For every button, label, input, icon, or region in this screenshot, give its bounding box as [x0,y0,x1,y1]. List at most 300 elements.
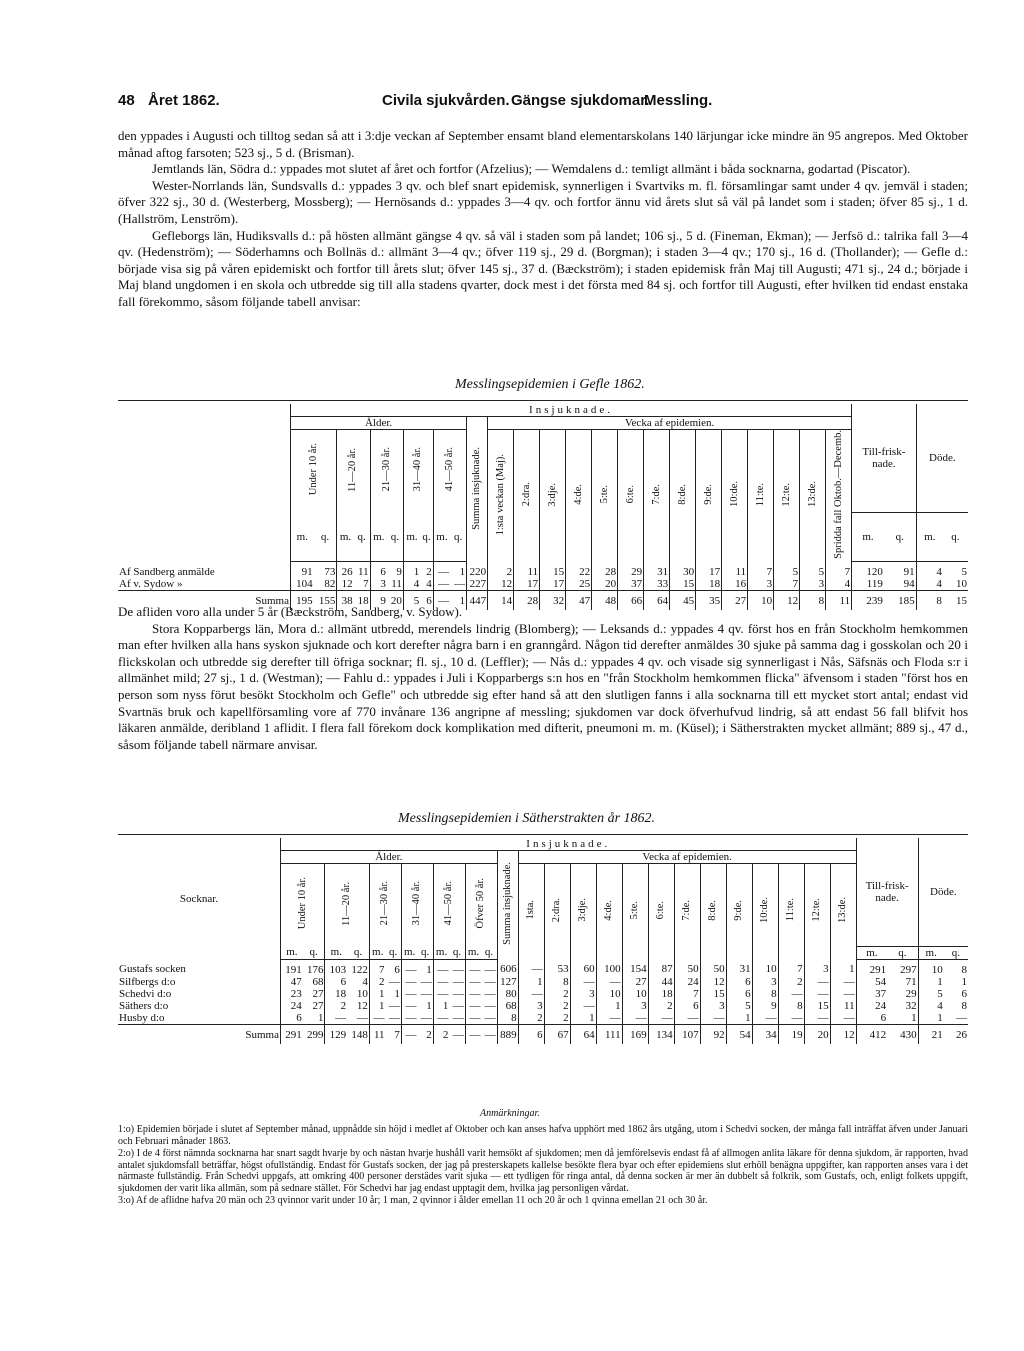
week-header: Vecka af epidemien. [488,417,852,430]
table-cell: 3 [370,578,387,591]
table1-gefle [118,404,968,610]
table-cell: 35 [696,591,722,611]
age-column-label: 11—20 år. [341,881,353,926]
table-cell: — [325,1012,347,1025]
table-cell: 14 [488,591,514,611]
table-cell: — [401,959,417,976]
table-cell: 20 [592,578,618,591]
table-cell: 7 [386,1024,402,1044]
week-column-label: 13:de. [837,897,849,923]
table-cell: 148 [347,1024,369,1044]
table-cell: 297 [900,963,917,976]
table-cell: 104 [291,578,314,591]
week-column-label: 5:te. [629,900,641,920]
age-column-header [465,864,497,947]
table-cell: 11 [358,566,369,579]
table-cell: 1 [830,959,856,976]
table-row [118,578,968,591]
table2-top-rule [118,834,968,835]
age-column-label: 11—20 år. [347,447,359,492]
table-header-row [118,838,968,851]
table-cell: 25 [566,578,592,591]
table-cell: — [420,1011,432,1024]
table-cell: 80 [497,988,518,1000]
week-column-label: 4:de. [603,899,615,921]
sex-label: m. [916,512,943,562]
week-column-header [518,864,544,960]
week-column-header [540,430,566,562]
table-cell: — [465,1000,481,1012]
age-header: Ålder. [291,417,467,430]
table-cell: 9 [752,1000,778,1012]
sum-column-label: Summa insjuknade. [471,446,483,530]
table-cell: 67 [544,1024,570,1044]
week-column-header [804,864,830,960]
table-cell: 1 [369,988,385,1000]
week-column-header [570,864,596,960]
table-cell: 18 [354,591,370,611]
row-label: Summa [118,1024,281,1044]
table-cell: 6 [961,987,967,1000]
table-cell: 8 [961,999,967,1012]
table-cell: 5 [800,562,826,579]
week-column-label: 12:te. [811,898,823,922]
table-cell: 2 [544,988,570,1000]
table-cell: 220 [467,562,488,579]
table-cell: 20 [804,1024,830,1044]
note: 3:o) Af de aflidne hafva 20 män och 23 qvinnor varit under 10 år; 1 man, 2 qvinnor i ålder emellan 11 och 20 år och 1 qvinna emellan 21 och 30 år. [118,1195,708,1206]
table-cell: 64 [570,1024,596,1044]
table-cell: — [465,988,481,1000]
dead-header: Döde. [918,838,968,946]
notes [118,1124,968,1208]
week-column-header [800,430,826,562]
table-cell: 6 [856,1012,887,1025]
table-cell: — [420,987,432,1000]
table-cell: 91 [291,562,314,579]
table-cell: 31 [726,959,752,976]
age-column-label: 31—40 år. [411,881,423,926]
table-cell: — [433,1012,449,1025]
table-cell: 1 [394,987,400,1000]
middle-text [118,604,968,753]
table-cell: 103 [325,959,347,976]
recovered-header: Till-frisk-nade. [856,838,918,946]
table-cell: — [452,1011,464,1024]
table-cell: 11 [514,562,540,579]
table-cell: 227 [467,578,488,591]
table-cell: 3 [700,1000,726,1012]
week-column-header [748,430,774,562]
table-cell: — [484,975,496,988]
table-cell: 92 [700,1024,726,1044]
table-cell: 4 [826,578,852,591]
table-cell: 50 [700,959,726,976]
table-cell: — [648,1012,674,1025]
table-cell: 15 [670,578,696,591]
table-cell: 1 [317,1011,324,1024]
table-cell: 37 [618,578,644,591]
table-cell: 44 [648,976,674,988]
table-cell: 17 [696,562,722,579]
table-cell: 17 [540,578,566,591]
sex-label: m. [281,946,303,959]
table-cell: 291 [281,1024,303,1044]
table-cell: 12 [356,999,368,1012]
week-column-header [622,864,648,960]
table-cell: 12 [830,1024,856,1044]
table1-top-rule [118,400,968,401]
week-column-header [566,430,592,562]
note: 2:o) I de 4 först nämnda socknarna har snart sagdt hvarje by och nästan hvarje hushåll varit hemsökt af sjukdomen; men då jemförelsevis endast få af allmogen anlita läkare för denna sjukdom, är rapporten, hvad antalet sjukdomsfall beträffar, högst ofullständig. Endast för Gustafs socken, der jag på presterskapets kallelse besökte flera byar och efter epidemiens slut erhöll benägna uppgifter, kan rapporten anses vara i det närmaste fullständig. Från Schedvi uppgafs, att omkring 400 personer derstädes varit sjuka — ett tydligen för ringa antal, då denna socken är mer än dubbelt så folkrik, som Gustafs, och, enligt folkets uppgift, sjukdomen der varit lika allmän, som på sednare stället. För Schedvi har jag endast upptagit dem, hvilka jag personligen vårdat. [118,1148,968,1194]
table-cell: 6 [281,1012,303,1025]
week-column-label: 7:de. [650,484,662,505]
age-column-label: 41—50 år. [443,447,455,492]
table-cell: 10 [752,959,778,976]
table-cell: 107 [674,1024,700,1044]
table-cell: 6 [674,1000,700,1012]
table-cell: 1 [426,963,432,976]
table-cell: 66 [618,591,644,611]
table-cell: 12 [774,591,800,611]
table-cell: 45 [670,591,696,611]
table-cell: 8 [778,1000,804,1012]
table-cell: 60 [570,959,596,976]
table-cell: 169 [622,1024,648,1044]
table-cell: — [830,976,856,988]
table-cell: — [830,1012,856,1025]
table-cell: 299 [303,1024,325,1044]
table-cell: 8 [544,976,570,988]
table-cell: 15 [700,988,726,1000]
table-cell: 15 [540,562,566,579]
table-cell: 889 [497,1024,518,1044]
table-cell: 37 [856,988,887,1000]
week-column-header [696,430,722,562]
sex-label: q. [944,946,968,959]
table-cell: 6 [726,988,752,1000]
table-cell: 30 [670,562,696,579]
table-cell: 11 [830,1000,856,1012]
table-cell: — [388,999,400,1012]
table2-caption: Messlingsepidemien i Sätherstrakten år 1862. [398,811,656,826]
table-cell: 18 [696,578,722,591]
table-cell: — [388,1011,400,1024]
sex-label: m. [369,946,385,959]
table-cell: 606 [497,959,518,976]
week-column-label: 11:te. [754,482,766,507]
table-cell: — [778,988,804,1000]
table-cell: 7 [748,562,774,579]
table-cell: 20 [387,591,403,611]
table-cell: — [401,976,417,988]
table-cell: 9 [370,591,387,611]
paragraph: Gefleborgs län, Hudiksvalls d.: på hösten allmänt gängse 4 qv. så väl i staden som på landet; 106 sj., 5 d. (Fineman, Ekman); — Jerfsö d.: talrika fall 3—4 qv. (Hedenström); — Söderhamns och Bollnäs d.: allmänt 3—4 qv.; öfver 119 sj., 29 d. (Borgman); i staden 3—4 qv.; 170 sj., 16 d. (Thollander); — Gefle d.: började visa sig på våren epidemiskt och fortfor till årets slut; öfver 145 sj., 37 d. (Bæckström); i staden epidemisk från Maj till Augusti; 471 sj., 24 d.; började i Maj bland ungdomen i en skola och utbredde sig till alla stadens qvarter, dock mest i det första med 84 sj. och fortfor till Augusti, efter hvilken tid endast enstaka fall förekommo, såsom följande tabell anvisar: [118,227,968,309]
paragraph: Jemtlands län, Södra d.: yppades mot slutet af året och fortfor (Afzelius); — Wemdalens d.: temligt allmänt i båda socknarna, godartad (Piscator). [152,161,911,177]
table1-caption: Messlingsepidemien i Gefle 1862. [455,377,645,392]
table-row [118,1012,968,1025]
table-cell: 7 [774,578,800,591]
table-cell: 1 [918,1012,944,1025]
table-cell: 48 [592,591,618,611]
table-row [118,976,968,988]
table-cell: 10 [622,988,648,1000]
table-cell: 134 [648,1024,674,1044]
table2-satherstrakten [118,838,968,1044]
table-cell: 1 [961,975,967,988]
table-cell: 3 [800,578,826,591]
notes-title: Anmärkningar. [480,1108,540,1119]
table-cell: 1 [450,591,466,611]
table-cell: 1 [726,1012,752,1025]
table-cell: — [674,1012,700,1025]
week-column-header [488,430,514,562]
table-cell: 24 [674,976,700,988]
table-cell: 8 [916,591,943,611]
table-cell: 32 [540,591,566,611]
table-cell: 239 [852,591,884,611]
table-cell: — [484,999,496,1012]
sex-label: q. [943,512,968,562]
row-label: Husby d:o [118,1012,281,1025]
week-column-header [722,430,748,562]
table-cell: 28 [514,591,540,611]
table-cell: — [518,988,544,1000]
table-cell: 10 [596,988,622,1000]
table-cell: 1 [433,1000,449,1012]
sex-label: m. [856,946,887,959]
note: 1:o) Epidemien började i slutet af September månad, uppnådde sin höjd i medlet af Oktober och kan anses hafva upphört med 1862 års utgång, utom i Schedvi socken, der många fall inträffat äfven under Januari och Februari månader 1863. [118,1124,968,1147]
header-year: Året 1862. [148,92,220,109]
table-cell: 4 [918,1000,944,1012]
age-column-header [433,864,465,947]
age-column-header [325,864,369,947]
table-cell: 68 [497,1000,518,1012]
table-cell: 11 [391,578,402,591]
table-cell: — [433,578,450,591]
table-row [118,562,968,579]
table-cell: 12 [488,578,514,591]
week-column-label: Spridda fall Oktob.—Decemb. [832,430,844,559]
age-column-label: 21—30 år. [379,881,391,926]
row-label-header [118,404,291,562]
table-cell: 127 [497,976,518,988]
row-label: Säthers d:o [118,1000,281,1012]
sex-label: m. [403,512,420,562]
sex-label: m. [433,512,450,562]
row-label-header: Socknar. [118,838,281,959]
table-cell: — [465,959,481,976]
week-column-header [644,430,670,562]
table-cell: 53 [544,959,570,976]
table-cell: 6 [726,976,752,988]
week-column-label: 3:dje. [577,898,589,922]
table-cell: 1 [369,1000,385,1012]
table-cell: 120 [852,562,884,579]
table-cell: 122 [351,963,368,976]
table-cell: 29 [905,987,917,1000]
week-header: Vecka af epidemien. [518,851,856,864]
table-cell: — [830,988,856,1000]
table-cell: 24 [281,1000,303,1012]
table-cell: 10 [356,987,368,1000]
table-cell: 24 [856,1000,887,1012]
table-cell: — [465,1012,481,1025]
table-cell: 5 [403,591,420,611]
table-cell: 4 [403,578,420,591]
table-cell: 26 [944,1024,968,1044]
sex-label: m. [291,512,314,562]
age-column-label: Under 10 år. [307,443,319,496]
table-cell: 1 [911,1011,917,1024]
age-column-header [433,430,466,513]
table-cell: 47 [281,976,303,988]
sex-label: q. [387,512,403,562]
sex-label: q. [481,946,497,959]
table-cell: 2 [369,976,385,988]
table-cell: 82 [324,578,336,591]
table-cell: — [956,1011,967,1024]
page-number: 48 [118,92,135,109]
table-cell: 10 [918,959,944,976]
week-column-label: 6:te. [624,485,636,504]
table-cell: — [778,1012,804,1025]
table-cell: 155 [314,591,337,611]
table-cell: 26 [337,562,354,579]
header-topic: Messling. [644,92,713,109]
age-column-header [369,864,401,947]
sex-label: m. [370,512,387,562]
sex-label: q. [347,946,369,959]
row-label: Af Sandberg anmälde [118,562,291,579]
row-label: Silfbergs d:o [118,976,281,988]
row-label: Af v. Sydow » [118,578,291,591]
table-cell: 7 [674,988,700,1000]
table-cell: 7 [369,959,385,976]
table-cell: 185 [884,591,916,611]
table-cell: 1 [459,566,466,579]
paragraph: Wester-Norrlands län, Sundsvalls d.: yppades 3 qv. och blef snart epidemisk, synnerligen i Svartviks m. fl. församlingar samt under 4 qv. jemväl i staden; öfver 322 sj., 30 d. (Westerberg, Mossberg); — Hernösands d.: yppades 3—4 qv. och fortfor ännu vid årets slut så väl på landet som i staden; öfver 85 sj., 1 d. (Hallström, Lenström). [118,177,968,226]
table-cell: 2 [426,566,432,579]
table-cell: 119 [852,578,884,591]
insjuknade-header: Insjuknade. [281,838,857,851]
week-column-header [674,864,700,960]
table-cell: 430 [887,1024,918,1044]
week-column-label: 9:de. [733,899,745,921]
table-cell: 195 [291,591,314,611]
week-column-header [596,864,622,960]
row-label: Gustafs socken [118,959,281,976]
age-column-header [337,430,370,513]
age-column-label: Under 10 år. [296,877,308,930]
age-column-header [281,864,325,947]
table-cell: 73 [324,566,336,579]
sex-label: q. [417,946,433,959]
table-cell: 6 [420,591,433,611]
table-cell: — [454,578,466,591]
table-cell: 3 [570,988,596,1000]
sex-label: m. [337,512,354,562]
table-cell: 50 [674,959,700,976]
table-row [118,1000,968,1012]
table-cell: 6 [518,1024,544,1044]
table-cell: 11 [722,562,748,579]
sex-label: q. [420,512,433,562]
sex-label: q. [303,946,325,959]
table-cell: — [465,1024,481,1044]
week-column-label: 2:dra. [520,482,532,507]
table-cell: 8 [800,591,826,611]
table-cell: 8 [497,1012,518,1025]
table-cell: 5 [774,562,800,579]
table-cell: 18 [648,988,674,1000]
table-cell: 2 [778,976,804,988]
table-cell: 29 [618,562,644,579]
age-column-header [401,864,433,947]
table-cell: 27 [722,591,748,611]
recovered-header: Till-frisk-nade. [852,404,917,512]
table-cell: 6 [325,976,347,988]
table-cell: 1 [518,976,544,988]
table-cell: — [484,963,496,976]
sex-label: q. [887,946,918,959]
table-row [118,959,968,976]
table-cell: 5 [961,566,967,579]
table-cell: 447 [467,591,488,611]
table-cell: 3 [518,1000,544,1012]
header-section: Civila sjukvården. [382,92,510,109]
table-cell: 9 [396,566,402,579]
age-header: Ålder. [281,851,498,864]
table-cell: — [401,1024,417,1044]
week-column-label: 7:de. [681,899,693,921]
table-cell: — [369,1012,385,1025]
week-column-header [826,430,852,562]
table-cell: 412 [856,1024,887,1044]
table-cell: 10 [748,591,774,611]
table-cell: 15 [943,591,968,611]
age-column-label: 21—30 år. [380,447,392,492]
table-cell: — [420,975,432,988]
table-cell: 8 [961,963,967,976]
table-cell: 3 [752,976,778,988]
week-column-label: 4:de. [572,484,584,505]
sex-label: q. [884,512,916,562]
intro-text [118,128,968,311]
table-cell: 33 [644,578,670,591]
table-cell: 10 [956,578,967,591]
sex-label: m. [465,946,481,959]
sum-column-header [467,417,488,562]
table-cell: 54 [856,976,887,988]
week-column-label: 9:de. [702,484,714,505]
table-cell: 2 [518,1012,544,1025]
insjuknade-header: Insjuknade. [291,404,852,417]
table-cell: — [433,562,450,579]
row-label: Schedvi d:o [118,988,281,1000]
sex-label: q. [314,512,337,562]
table-cell: — [433,959,449,976]
table-cell: 38 [337,591,354,611]
table-cell: 291 [856,959,887,976]
table-cell: 15 [804,1000,830,1012]
age-column-header [291,430,337,513]
table-cell: 2 [648,1000,674,1012]
table-cell: — [804,976,830,988]
table-cell: — [433,976,449,988]
table-sum-row [118,1024,968,1044]
week-column-label: 10:de. [728,481,740,508]
